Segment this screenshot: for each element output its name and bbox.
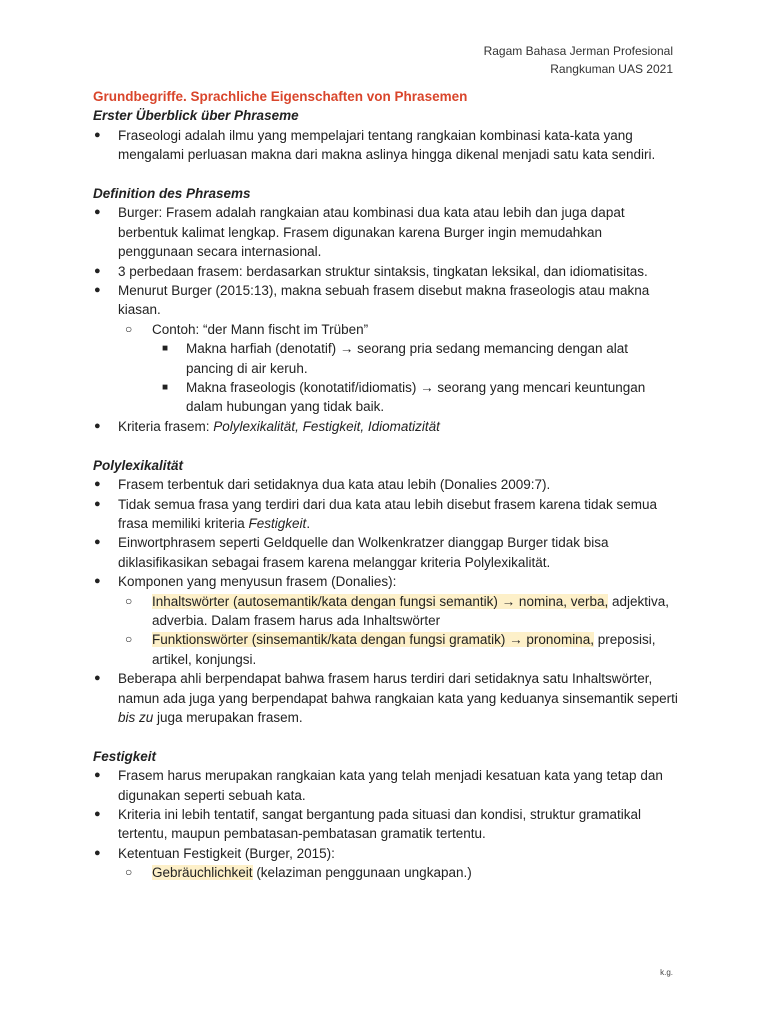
list-item-text: (kelaziman penggunaan ungkapan.) [252, 865, 472, 881]
sub-list [124, 592, 678, 670]
bullet-list [93, 203, 678, 436]
list-item-text: Komponen yang menyusun frasem (Donalies): [118, 574, 397, 590]
highlighted-text: Inhaltswörter (autosemantik/kata dengan fungsi semantik) → nomina, verba, [152, 593, 609, 609]
list-item-text: Beberapa ahli berpendapat bahwa frasem harus terdiri dari setidaknya satu Inhaltswörter, namun ada juga yang berpendapat bahwa rangkaian kata yang keduanya sinsemantik seperti [118, 671, 678, 706]
sub-list-item [124, 592, 678, 631]
page-header [484, 42, 673, 78]
list-item [93, 281, 678, 417]
list-item: ● Einwortphrasem seperti Geldquelle dan Wolkenkratzer dianggap Burger tidak bisa diklasifikasikan sebagai frasem karena melanggar kriteria Polylexikalität. [93, 533, 678, 572]
sub-sub-list-item: ■ Makna harfiah (denotatif) → seorang pria sedang memancing dengan alat pancing di air keruh. [160, 339, 678, 378]
list-item: ● Frasem terbentuk dari setidaknya dua kata atau lebih (Donalies 2009:7). [93, 475, 678, 494]
highlighted-text: Funktionswörter (sinsemantik/kata dengan fungsi gramatik) → pronomina, [152, 632, 594, 648]
sub-list-item [124, 320, 678, 417]
list-item-text: adjektiva, adverbia. Dalam frasem harus ada Inhaltswörter [152, 593, 670, 628]
sub-list [124, 863, 678, 882]
list-item: ● 3 perbedaan frasem: berdasarkan struktur sintaksis, tingkatan leksikal, dan idiomatisitas. [93, 262, 678, 281]
list-item-text: . [306, 515, 311, 531]
italic-text: bis zu [118, 709, 154, 725]
italic-text: Polylexikalität, Festigkeit, Idiomatizität [213, 418, 440, 434]
sub-sub-list [160, 339, 678, 417]
section-heading-polylexikalitaet: Polylexikalität [93, 457, 184, 473]
header-subtitle: Rangkuman UAS 2021 [550, 62, 673, 76]
sub-list [124, 320, 678, 417]
section-heading-festigkeit: Festigkeit [93, 748, 157, 764]
bullet-list [93, 475, 678, 727]
document-body [93, 87, 678, 883]
list-item [93, 495, 678, 534]
sub-sub-list-item: ■ Makna fraseologis (konotatif/idiomatis) → seorang yang mencari keuntungan dalam hubungan yang tidak baik. [160, 378, 678, 417]
list-item-text: juga merupakan frasem. [153, 709, 303, 725]
list-item: ● Kriteria ini lebih tentatif, sangat bergantung pada situasi dan kondisi, struktur gramatikal tertentu, maupun pembatasan-pembatasan gramatik tertentu. [93, 805, 678, 844]
bullet-list [93, 126, 678, 165]
highlighted-text: Gebräuchlichkeit [152, 865, 253, 881]
page-footer-initials: k.g. [660, 968, 673, 977]
list-item [93, 844, 678, 883]
list-item-text: preposisi, artikel, konjungsi. [152, 632, 656, 667]
list-item-text: Menurut Burger (2015:13), makna sebuah frasem disebut makna fraseologis atau makna kiasan. [118, 283, 650, 318]
list-item [93, 572, 678, 669]
italic-text: Festigkeit [248, 515, 307, 531]
sub-list-item [124, 630, 678, 669]
sub-list-item [124, 863, 678, 882]
list-item-text: Tidak semua frasa yang terdiri dari dua kata atau lebih disebut frasem karena tidak semua frasa memiliki kriteria [118, 496, 658, 531]
list-item-text: Kriteria frasem: [118, 418, 214, 434]
list-item [93, 417, 678, 436]
section-heading-ueberblick: Erster Überblick über Phraseme [93, 108, 299, 124]
list-item-text: Ketentuan Festigkeit (Burger, 2015): [118, 845, 335, 861]
example-text: Contoh: “der Mann fischt im Trüben” [152, 321, 369, 337]
section-heading-definition: Definition des Phrasems [93, 186, 251, 202]
list-item: ● Frasem harus merupakan rangkaian kata yang telah menjadi kesatuan kata yang tetap dan digunakan seperti sebuah kata. [93, 766, 678, 805]
list-item [93, 669, 678, 727]
header-course: Ragam Bahasa Jerman Profesional [483, 44, 673, 58]
document-title: Grundbegriffe. Sprachliche Eigenschaften von Phrasemen [93, 89, 468, 104]
list-item: ● Fraseologi adalah ilmu yang mempelajari tentang rangkaian kombinasi kata-kata yang mengalami perluasan makna dari makna aslinya hingga dikenal menjadi satu kata sendiri. [93, 126, 678, 165]
bullet-list [93, 766, 678, 882]
list-item: ● Burger: Frasem adalah rangkaian atau kombinasi dua kata atau lebih dan juga dapat berbentuk kalimat lengkap. Frasem digunakan karena Burger ingin memudahkan penggunaan secara internasional. [93, 203, 678, 261]
